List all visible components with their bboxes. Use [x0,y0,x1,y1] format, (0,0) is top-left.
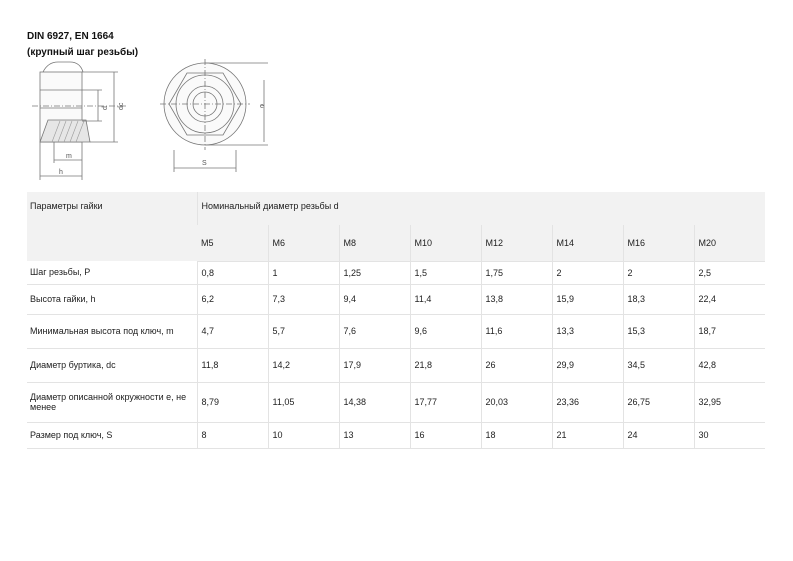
size-header: M8 [339,225,410,261]
row-label: Минимальная высота под ключ, m [27,314,197,348]
table-cell: 34,5 [623,348,694,382]
row-label: Высота гайки, h [27,284,197,314]
table-cell: 11,05 [268,382,339,422]
table-cell: 18,7 [694,314,765,348]
table-cell: 1 [268,261,339,284]
table-cell: 26 [481,348,552,382]
table-cell: 23,36 [552,382,623,422]
table-row [27,422,765,448]
table-cell: 1,75 [481,261,552,284]
diameter-header: Номинальный диаметр резьбы d [197,192,765,225]
size-header: M6 [268,225,339,261]
table-cell: 2 [623,261,694,284]
table-cell: 22,4 [694,284,765,314]
table-cell: 7,6 [339,314,410,348]
table-cell: 13 [339,422,410,448]
table-cell: 17,77 [410,382,481,422]
label-d: d [102,106,109,110]
param-header: Параметры гайки [27,192,197,261]
size-header: M14 [552,225,623,261]
row-label: Размер под ключ, S [27,422,197,448]
label-m: m [66,153,72,160]
table-cell: 18 [481,422,552,448]
size-header: M5 [197,225,268,261]
table-cell: 9,4 [339,284,410,314]
table-cell: 20,03 [481,382,552,422]
row-label: Шаг резьбы, P [27,261,197,284]
title-subtitle: (крупный шаг резьбы) [27,47,139,58]
top-view-drawing [160,59,268,172]
table-row [27,261,765,284]
table-cell: 1,5 [410,261,481,284]
table-cell: 11,6 [481,314,552,348]
table-cell: 14,38 [339,382,410,422]
table-cell: 29,9 [552,348,623,382]
nut-parameters-table [27,192,765,449]
table-cell: 15,3 [623,314,694,348]
table-cell: 6,2 [197,284,268,314]
table-cell: 9,6 [410,314,481,348]
table-cell: 8,79 [197,382,268,422]
row-label: Диаметр буртика, dc [27,348,197,382]
table-cell: 26,75 [623,382,694,422]
table-cell: 10 [268,422,339,448]
size-header: M10 [410,225,481,261]
size-header: M12 [481,225,552,261]
table-cell: 15,9 [552,284,623,314]
table-cell: 4,7 [197,314,268,348]
table-cell: 21 [552,422,623,448]
table-cell: 2,5 [694,261,765,284]
table-row [27,348,765,382]
table-row [27,382,765,422]
table-cell: 18,3 [623,284,694,314]
table-row [27,314,765,348]
table-cell: 21,8 [410,348,481,382]
label-s: S [202,160,207,167]
title-standard: DIN 6927, EN 1664 [27,31,114,42]
table-cell: 16 [410,422,481,448]
table-cell: 2 [552,261,623,284]
table-cell: 32,95 [694,382,765,422]
side-view-drawing [32,62,128,180]
table-cell: 5,7 [268,314,339,348]
table-cell: 0,8 [197,261,268,284]
table-cell: 30 [694,422,765,448]
table-cell: 7,3 [268,284,339,314]
row-label: Диаметр описанной окружности e, не менее [27,382,197,422]
label-e: e [260,103,264,110]
size-header: M16 [623,225,694,261]
size-header: M20 [694,225,765,261]
table-cell: 13,8 [481,284,552,314]
table-cell: 42,8 [694,348,765,382]
table-row [27,284,765,314]
technical-drawings [0,0,793,190]
table-cell: 1,25 [339,261,410,284]
table-cell: 8 [197,422,268,448]
table-cell: 11,8 [197,348,268,382]
table-cell: 11,4 [410,284,481,314]
label-dc: dc [118,102,125,110]
table-cell: 17,9 [339,348,410,382]
table-cell: 24 [623,422,694,448]
table-cell: 13,3 [552,314,623,348]
table-cell: 14,2 [268,348,339,382]
label-h: h [59,169,63,176]
